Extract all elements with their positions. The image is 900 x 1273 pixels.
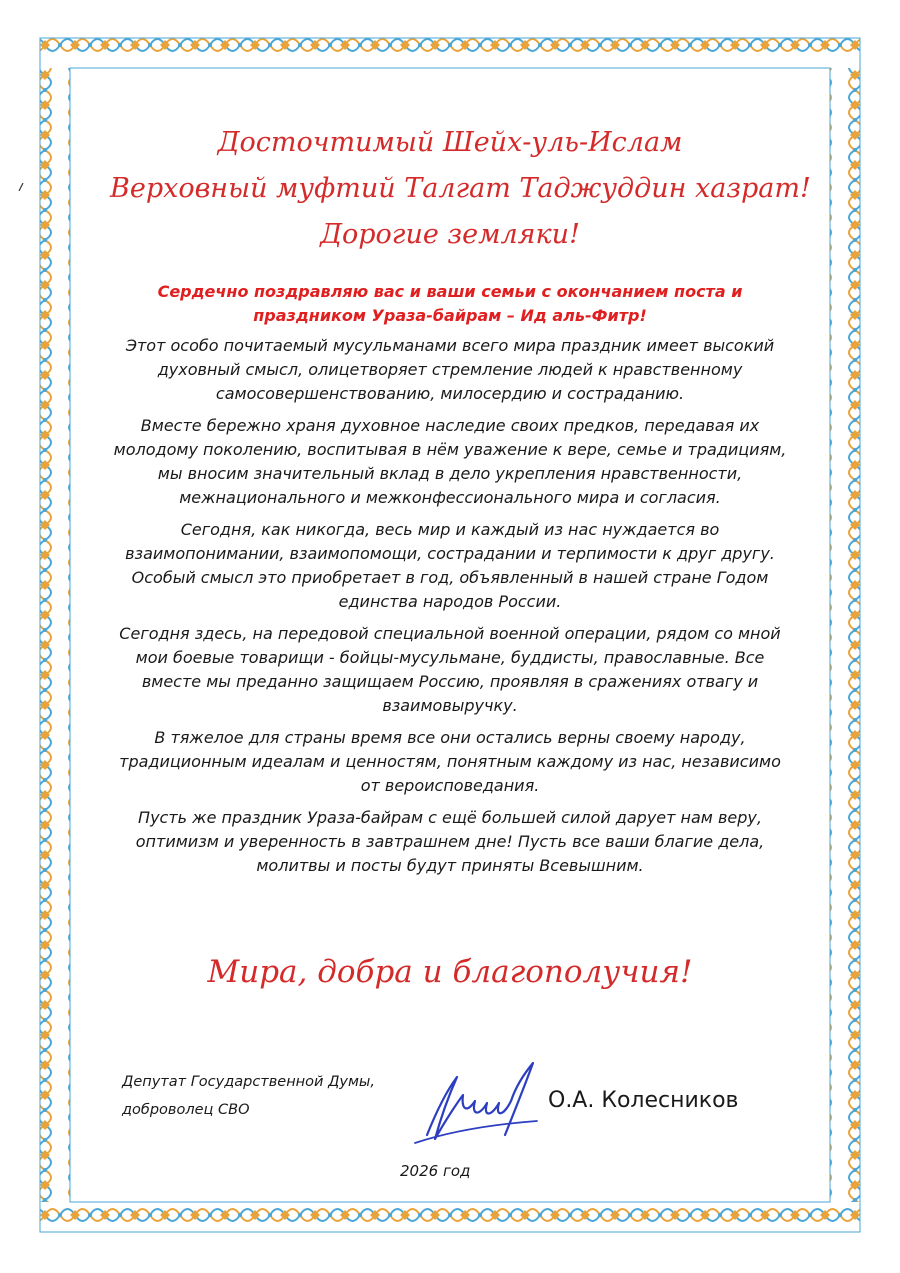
signer-role-line-1: Депутат Государственной Думы,	[122, 1074, 375, 1090]
paragraph-6: Пусть же праздник Ураза-байрам с ещё большей силой дарует нам веру, оптимизм и уверенность в завтрашнем дне! Пусть все ваши благие дела, молитвы и посты будут приняты Всевышним.	[135, 808, 765, 875]
paragraph-3: Сегодня, как никогда, весь мир и каждый из нас нуждается во взаимопонимании, взаимопомощи, сострадании и терпимости к друг другу. Особый смысл это приобретает в год, объявленный в нашей стране Годом единства народов России.	[125, 520, 775, 611]
paragraph-5: В тяжелое для страны время все они остались верны своему народу, традиционным идеалам и ценностям, понятным каждому из нас, независимо от вероисповедания.	[119, 728, 781, 795]
greeting-line-3: Дорогие земляки!	[320, 219, 580, 250]
closing-wish: Мира, добра и благополучия!	[207, 954, 693, 990]
lead-congratulation: Сердечно поздравляю вас и ваши семьи с окончанием поста и праздником Ураза-байрам – Ид аль-Фитр!	[157, 282, 743, 325]
greeting-line-1: Досточтимый Шейх-уль-Ислам	[217, 127, 683, 158]
signer-name: О.А. Колесников	[548, 1088, 739, 1113]
greeting-heading	[110, 120, 811, 258]
paragraph-2: Вместе бережно храня духовное наследие своих предков, передавая их молодому поколению, воспитывая в нём уважение к вере, семье и традициям, мы вносим значительный вклад в дело укрепления нравственности, межнационального и межконфессионального мира и согласия.	[113, 416, 787, 507]
handwritten-signature	[405, 1055, 545, 1150]
paragraph-1: Этот особо почитаемый мусульманами всего мира праздник имеет высокий духовный смысл, олицетворяет стремление людей к нравственному самосовершенствованию, милосердию и состраданию.	[125, 336, 775, 403]
paragraph-4: Сегодня здесь, на передовой специальной военной операции, рядом со мной мои боевые товарищи - бойцы-мусульмане, буддисты, православные. Все вместе мы преданно защищаем Россию, проявляя в сражениях отвагу и взаимовыручку.	[119, 624, 781, 715]
letter-body	[110, 120, 811, 878]
scan-mark	[18, 183, 24, 191]
greeting-line-2: Верховный муфтий Талгат Таджуддин хазрат!	[110, 173, 811, 204]
letter-year: 2026 год	[400, 1162, 471, 1180]
signer-role-line-2: доброволец СВО	[122, 1102, 250, 1118]
signer-role	[122, 1068, 375, 1124]
